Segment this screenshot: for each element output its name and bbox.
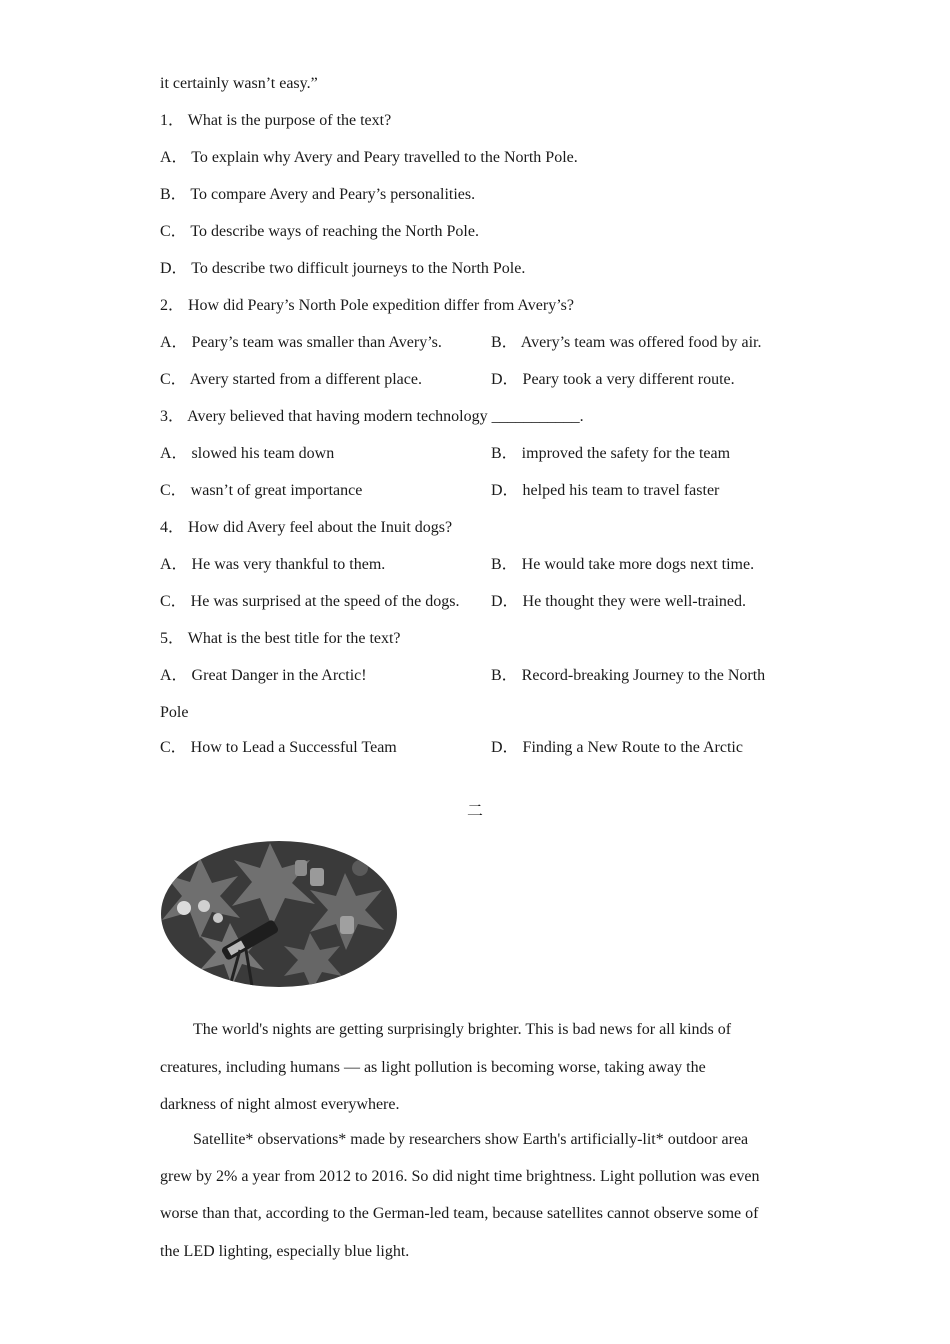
option-b-continuation: Pole [160, 704, 189, 721]
passage-line: The world's nights are getting surprisingly brighter. This is bad news for all kinds of [193, 1021, 732, 1038]
light-pollution-illustration [160, 838, 400, 990]
option-c: C． Avery started from a different place. [160, 371, 422, 388]
option-d: D． helped his team to travel faster [491, 482, 720, 499]
option-c: C． wasn’t of great importance [160, 482, 363, 499]
option-b: B． improved the safety for the team [491, 445, 731, 462]
passage-line: creatures, including humans — as light pollution is becoming worse, taking away the [160, 1059, 706, 1076]
option-d: D． Peary took a very different route. [491, 371, 735, 388]
section-marker: 二 [466, 803, 483, 820]
passage-line: worse than that, according to the German-led team, because satellites cannot observe some of [160, 1205, 759, 1222]
option-b: B． Record-breaking Journey to the North [491, 667, 766, 684]
option-a: A． Great Danger in the Arctic! [160, 667, 367, 684]
question-stem: 1． What is the purpose of the text? [160, 112, 392, 129]
passage-line: grew by 2% a year from 2012 to 2016. So did night time brightness. Light pollution was even [160, 1168, 760, 1185]
option-b: B． To compare Avery and Peary’s personalities. [160, 186, 476, 203]
passage-line: the LED lighting, especially blue light. [160, 1243, 410, 1260]
passage-line: Satellite* observations* made by researchers show Earth's artificially-lit* outdoor area [193, 1131, 749, 1148]
question-stem: 5． What is the best title for the text? [160, 630, 401, 647]
option-d: D． Finding a New Route to the Arctic [491, 739, 743, 756]
option-b: B． He would take more dogs next time. [491, 556, 755, 573]
intro-tail: it certainly wasn’t easy.” [160, 75, 318, 92]
option-c: C． He was surprised at the speed of the dogs. [160, 593, 460, 610]
option-a: A． Peary’s team was smaller than Avery’s. [160, 334, 442, 351]
question-stem: 2． How did Peary’s North Pole expedition differ from Avery’s? [160, 297, 575, 314]
option-b: B． Avery’s team was offered food by air. [491, 334, 762, 351]
option-c: C． How to Lead a Successful Team [160, 739, 397, 756]
option-a: A． He was very thankful to them. [160, 556, 386, 573]
option-c: C． To describe ways of reaching the North Pole. [160, 223, 479, 240]
option-a: A． slowed his team down [160, 445, 335, 462]
option-d: D． To describe two difficult journeys to the North Pole. [160, 260, 526, 277]
question-stem: 4． How did Avery feel about the Inuit dogs? [160, 519, 453, 536]
question-stem: 3． Avery believed that having modern technology ___________. [160, 408, 584, 425]
option-d: D． He thought they were well-trained. [491, 593, 747, 610]
passage-line: darkness of night almost everywhere. [160, 1096, 400, 1113]
option-a: A． To explain why Avery and Peary travelled to the North Pole. [160, 149, 578, 166]
